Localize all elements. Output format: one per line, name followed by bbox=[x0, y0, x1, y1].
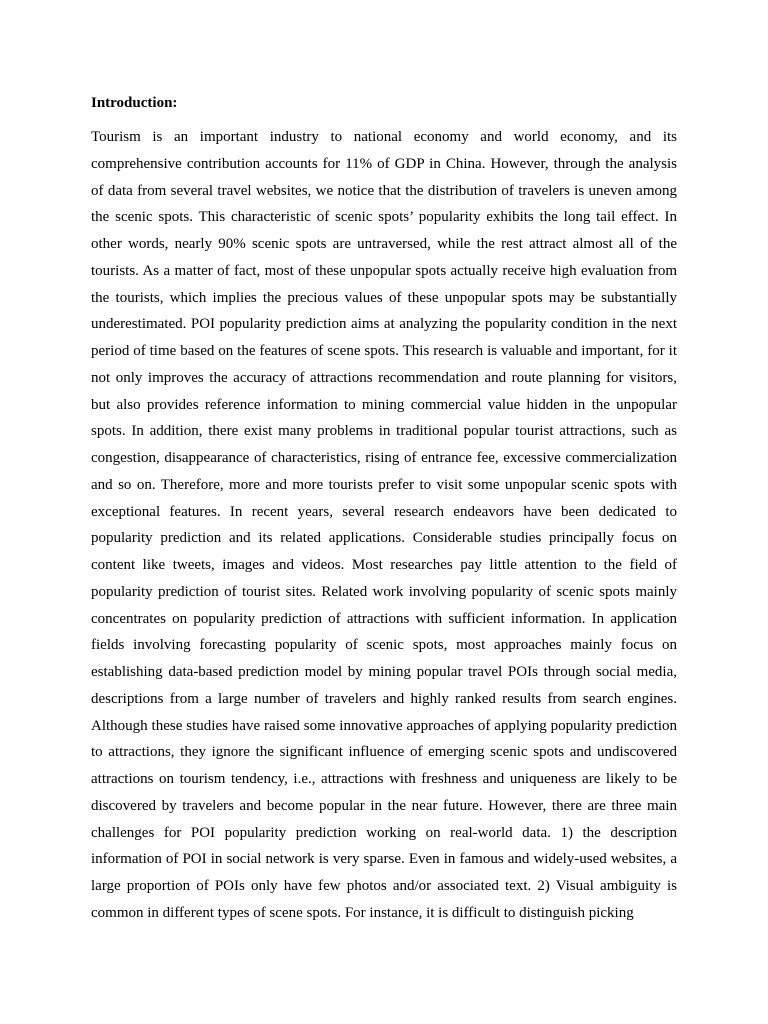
document-body bbox=[91, 91, 677, 927]
introduction-paragraph: Tourism is an important industry to national economy and world economy, and its comprehensive contribution accounts for 11% of GDP in China. However, through the analysis of data from several travel websites, we notice that the distribution of travelers is uneven among the scenic spots. This characteristic of scenic spots’ popularity exhibits the long tail effect. In other words, nearly 90% scenic spots are untraversed, while the rest attract almost all of the tourists. As a matter of fact, most of these unpopular spots actually receive high evaluation from the tourists, which implies the precious values of these unpopular spots may be substantially underestimated. POI popularity prediction aims at analyzing the popularity condition in the next period of time based on the features of scene spots. This research is valuable and important, for it not only improves the accuracy of attractions recommendation and route planning for visitors, but also provides reference information to mining commercial value hidden in the unpopular spots. In addition, there exist many problems in traditional popular tourist attractions, such as congestion, disappearance of characteristics, rising of entrance fee, excessive commercialization and so on. Therefore, more and more tourists prefer to visit some unpopular scenic spots with exceptional features. In recent years, several research endeavors have been dedicated to popularity prediction and its related applications. Considerable studies principally focus on content like tweets, images and videos. Most researches pay little attention to the field of popularity prediction of tourist sites. Related work involving popularity of scenic spots mainly concentrates on popularity prediction of attractions with sufficient information. In application fields involving forecasting popularity of scenic spots, most approaches mainly focus on establishing data-based prediction model by mining popular travel POIs through social media, descriptions from a large number of travelers and highly ranked results from search engines. Although these studies have raised some innovative approaches of applying popularity prediction to attractions, they ignore the significant influence of emerging scenic spots and undiscovered attractions on tourism tendency, i.e., attractions with freshness and uniqueness are likely to be discovered by travelers and become popular in the near future. However, there are three main challenges for POI popularity prediction working on real-world data. 1) the description information of POI in social network is very sparse. Even in famous and widely-used websites, a large proportion of POIs only have few photos and/or associated text. 2) Visual ambiguity is common in different types of scene spots. For instance, it is difficult to distinguish picking bbox=[91, 129, 677, 921]
section-heading: Introduction: bbox=[91, 95, 178, 111]
